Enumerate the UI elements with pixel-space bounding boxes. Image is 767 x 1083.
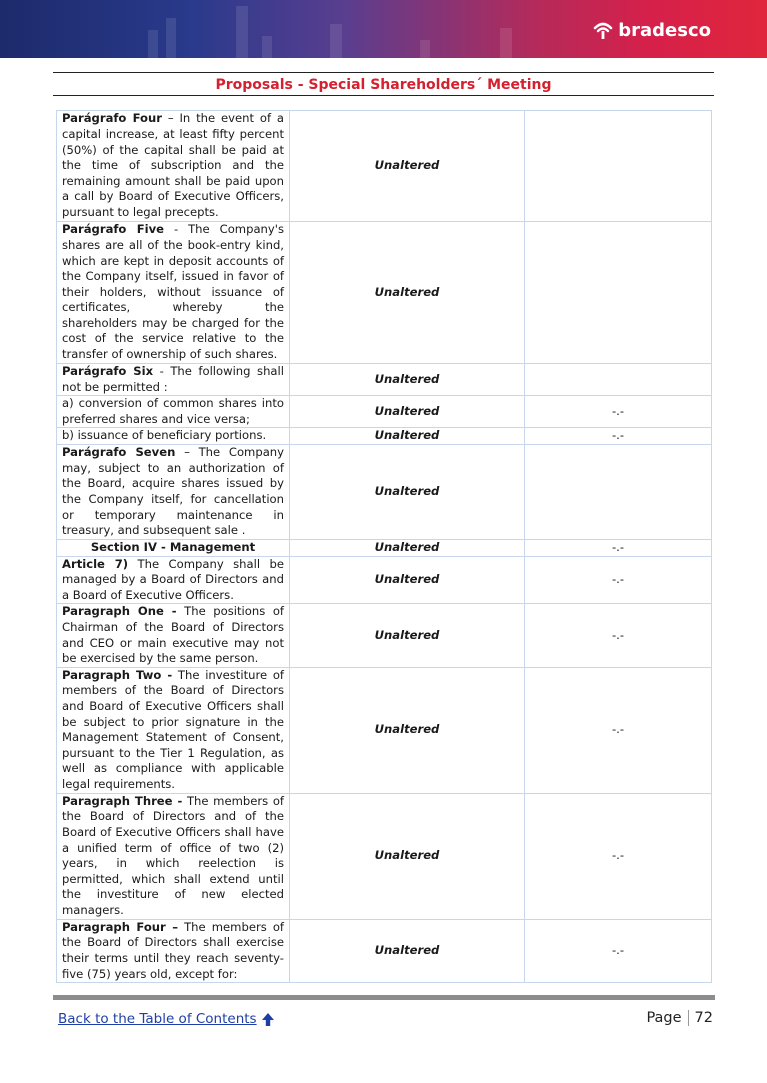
clause-label: Article 7) — [62, 556, 129, 571]
clause-text: The Company may, subject to an authorization of the Board, acquire shares issued by the Company itself, for cancellation or temporary maintenance in treasury, and subsequent sale . — [62, 445, 285, 538]
footer-divider — [53, 995, 715, 1000]
clause-label: Parágrafo Four — [62, 111, 162, 126]
article-text-cell — [57, 556, 290, 604]
page-title-box — [53, 72, 714, 96]
clause-text: The investiture of members of the Board of Directors and Board of Executive Officers shall be subject to prior signature in the Management Statement of Consent, pursuant to the Tier 1 Regulation, as well as compliance with applicable legal requirements. — [62, 667, 284, 791]
article-text-cell — [57, 919, 290, 982]
status-cell: Unaltered — [290, 919, 525, 982]
article-text-cell — [57, 667, 290, 793]
table-row — [57, 539, 712, 556]
clause-text: The following shall not be permitted : — [62, 364, 284, 394]
table-row — [57, 396, 712, 428]
note-cell — [525, 444, 712, 539]
status-cell: Unaltered — [290, 222, 525, 364]
note-cell — [525, 222, 712, 364]
clause-sep — [128, 557, 137, 571]
table-row — [57, 428, 712, 445]
table-row — [57, 919, 712, 982]
note-cell — [525, 364, 712, 396]
note-cell: -.- — [525, 793, 712, 919]
clause-sep: – — [162, 111, 180, 126]
clause-label: Parágrafo Six — [62, 364, 154, 378]
brand-name: bradesco — [618, 19, 711, 41]
back-to-toc-link[interactable] — [58, 1011, 275, 1027]
page-number-block — [646, 1010, 713, 1026]
note-cell: -.- — [525, 604, 712, 667]
table-row — [57, 604, 712, 667]
clause-label: Parágrafo Five — [62, 222, 165, 237]
note-cell: -.- — [525, 556, 712, 604]
article-text-cell: a) conversion of common shares into preferred shares and vice versa; — [57, 396, 290, 428]
clause-label: Paragraph Three - — [62, 793, 183, 808]
status-cell: Unaltered — [290, 667, 525, 793]
proposal-table — [56, 110, 712, 983]
status-cell: Unaltered — [290, 793, 525, 919]
status-cell: Unaltered — [290, 111, 525, 222]
table-row — [57, 667, 712, 793]
clause-label: Paragraph Four – — [62, 919, 178, 934]
clause-text: In the event of a capital increase, at least fifty percent (50%) of the capital shall be paid at the time of subscription and the remaining amount shall be paid upon a call by Board of Executive Officers, pursuant to legal precepts. — [62, 111, 284, 219]
section-heading-cell: Section IV - Management — [57, 539, 290, 556]
article-text-cell — [57, 604, 290, 667]
table-row — [57, 444, 712, 539]
arrow-up-icon[interactable] — [261, 1012, 275, 1027]
article-text-cell — [57, 364, 290, 396]
clause-sep: – — [175, 445, 199, 460]
header-banner — [0, 0, 767, 58]
table-row — [57, 222, 712, 364]
clause-text: The members of the Board of Directors shall exercise their terms until they reach seventy-five (75) years old, except for: — [62, 919, 285, 981]
note-cell: -.- — [525, 539, 712, 556]
note-cell — [525, 111, 712, 222]
article-text-cell — [57, 222, 290, 364]
clause-sep: - — [164, 222, 189, 237]
note-cell: -.- — [525, 667, 712, 793]
back-link-text[interactable]: Back to the Table of Contents — [58, 1011, 257, 1027]
bradesco-logo — [592, 19, 711, 41]
status-cell: Unaltered — [290, 556, 525, 604]
clause-text: The positions of Chairman of the Board of Directors and CEO or main executive may not be exercised by the same person. — [62, 604, 284, 666]
page-title: Proposals - Special Shareholders´ Meeting — [215, 77, 552, 93]
bradesco-tree-icon — [592, 19, 614, 41]
status-cell: Unaltered — [290, 364, 525, 396]
page-separator — [688, 1010, 689, 1026]
table-row — [57, 793, 712, 919]
table-row — [57, 364, 712, 396]
article-text-cell — [57, 444, 290, 539]
note-cell: -.- — [525, 428, 712, 445]
clause-sep: - — [153, 364, 171, 378]
status-cell: Unaltered — [290, 539, 525, 556]
status-cell: Unaltered — [290, 396, 525, 428]
page-number: 72 — [694, 1010, 713, 1026]
status-cell: Unaltered — [290, 444, 525, 539]
clause-text: The members of the Board of Directors and of the Board of Executive Officers shall have a unified term of office of two (2) years, in which reelection is permitted, which shall extend until the investiture of new elected managers. — [62, 793, 284, 917]
clause-text: The Company's shares are all of the book-entry kind, which are kept in deposit accounts of the Company itself, issued in favor of their holders, without issuance of certificates, whereby the shareholders may be charged for the cost of the service relative to the transfer of ownership of such shares. — [62, 222, 284, 362]
note-cell: -.- — [525, 396, 712, 428]
page-label: Page — [646, 1010, 682, 1026]
clause-label: Paragraph Two - — [62, 667, 173, 682]
clause-label: Paragraph One - — [62, 604, 177, 619]
table-row — [57, 556, 712, 604]
table-row — [57, 111, 712, 222]
clause-text: The Company shall be managed by a Board of Directors and a Board of Executive Officers. — [62, 556, 285, 602]
article-text-cell — [57, 793, 290, 919]
article-text-cell — [57, 111, 290, 222]
status-cell: Unaltered — [290, 428, 525, 445]
status-cell: Unaltered — [290, 604, 525, 667]
clause-label: Parágrafo Seven — [62, 445, 176, 460]
note-cell: -.- — [525, 919, 712, 982]
article-text-cell: b) issuance of beneficiary portions. — [57, 428, 290, 445]
